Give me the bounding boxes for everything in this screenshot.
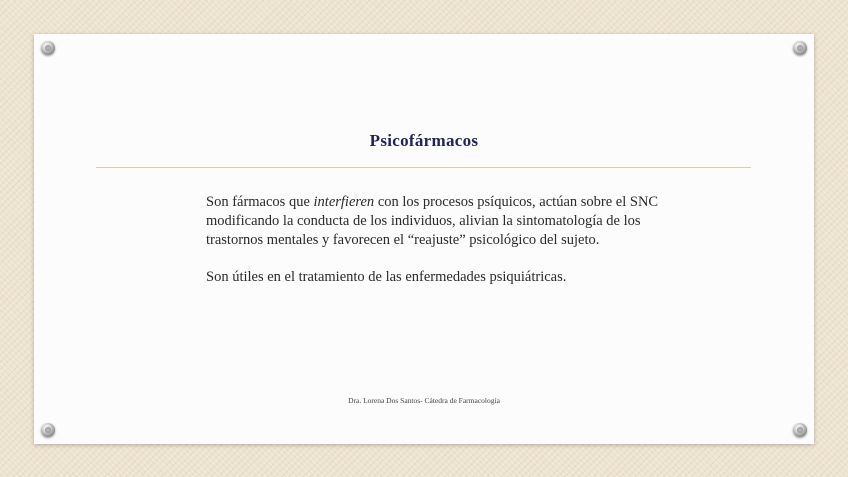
pushpin-icon: [41, 423, 55, 437]
definition-text-end: con los procesos psíquicos, actúan sobre el SNC modificando la conducta de los individuos, alivian la sintomatología de los trastornos mentales y favorecen el “reajuste” psicológico del sujeto.: [206, 194, 659, 248]
definition-emphasis: interfieren: [313, 194, 375, 210]
pushpin-icon: [793, 423, 807, 437]
slide: [34, 34, 814, 444]
usage-paragraph: Son útiles en el tratamiento de las enfermedades psiquiátricas.: [206, 269, 567, 285]
title-divider: [96, 167, 751, 168]
pushpin-icon: [41, 41, 55, 55]
slide-title: Psicofármacos: [369, 131, 479, 150]
definition-text-start: Son fármacos que: [206, 194, 314, 210]
slide-footer: Dra. Lorena Dos Santos- Cátedra de Farmacología: [348, 396, 500, 405]
slide-body: [206, 193, 666, 287]
definition-paragraph: [206, 193, 666, 250]
pushpin-icon: [793, 41, 807, 55]
